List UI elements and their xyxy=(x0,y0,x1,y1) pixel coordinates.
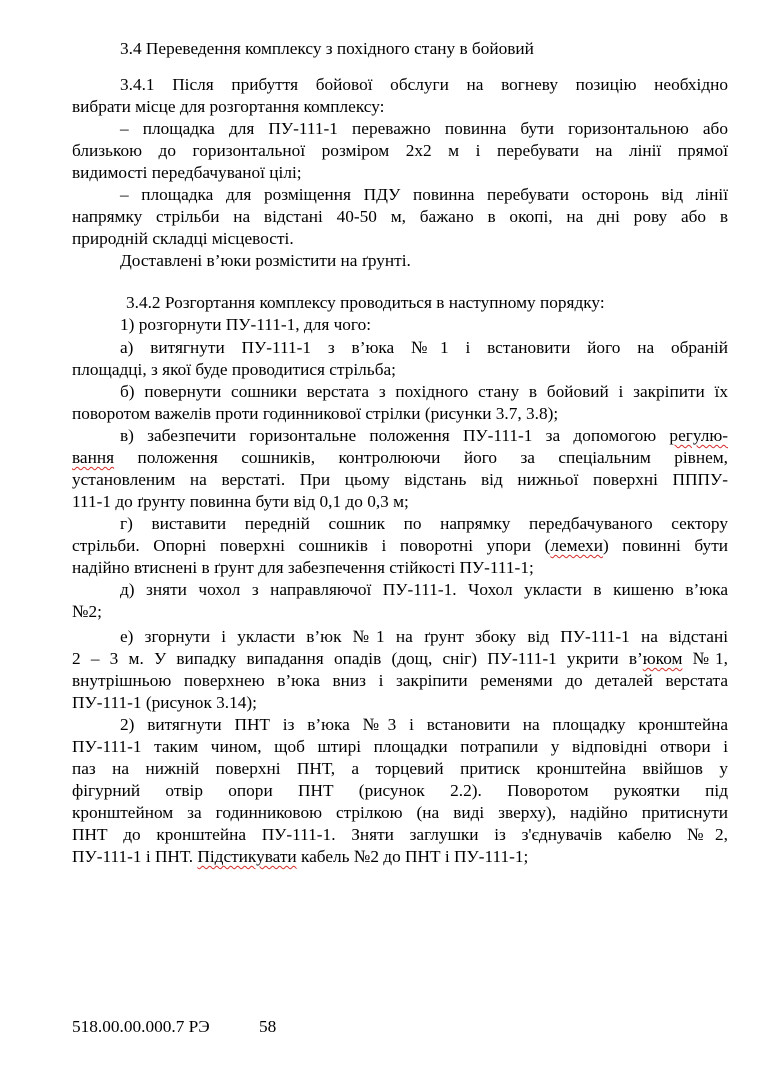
paragraph-line: поворотом важелів проти годинникової стрілки (рисунки 3.7, 3.8); xyxy=(72,404,559,423)
paragraph-line xyxy=(72,846,728,868)
paragraph-line: 2) витягнути ПНТ із в’юка №3 і встановити на площадку кронштейна xyxy=(120,715,728,734)
paragraph-line: 1) розгорнути ПУ-111-1, для чого: xyxy=(120,315,372,334)
paragraph-line: ПУ-111-1 (рисунок 3.14); xyxy=(72,693,257,712)
text-run: ПУ-111-1 і ПНТ. xyxy=(72,847,198,866)
text-run: стрільби. Опорні поверхні сошників і поворотні упори ( xyxy=(72,536,551,555)
paragraph-line: надійно втиснені в ґрунт для забезпечення стійкості ПУ-111-1; xyxy=(72,558,534,577)
paragraph-line xyxy=(72,648,728,670)
paragraph-line: видимості передбачуваної цілі; xyxy=(72,163,302,182)
spellcheck-flagged-word: юком xyxy=(642,649,683,668)
paragraph-line: г) виставити передній сошник по напрямку передбачуваного сектору xyxy=(120,514,728,533)
paragraph-line: паз на нижній поверхні ПНТ, а торцевий притиск кронштейна ввійшов у xyxy=(72,759,728,778)
paragraph-line: внутрішньою поверхнею в’юка вниз і закріпити ременями до деталей верстата xyxy=(72,671,728,690)
paragraph-line: – площадка для ПУ-111-1 переважно повинна бути горизонтальною або xyxy=(120,119,728,138)
paragraph-line: напрямку стрільби на відстані 40-50 м, бажано в окопі, на дні рову або в xyxy=(72,207,728,226)
paragraph-line: природній складці місцевості. xyxy=(72,229,294,248)
paragraph-line: установленим на верстаті. При цьому відстань від нижньої поверхні ПППУ- xyxy=(72,470,728,489)
spellcheck-flagged-word: вання xyxy=(72,448,115,467)
paragraph-line: е) згорнути і укласти в’юк №1 на ґрунт збоку від ПУ-111-1 на відстані xyxy=(120,627,728,646)
paragraph-line: фігурний отвір опори ПНТ (рисунок 2.2). Поворотом рукоятки під xyxy=(72,781,728,800)
paragraph-line: а) витягнути ПУ-111-1 з в’юка №1 і встановити його на обраній xyxy=(120,338,728,357)
footer-doc-code: 518.00.00.000.7 РЭ xyxy=(72,1017,210,1036)
paragraph-line xyxy=(72,535,728,557)
paragraph-line: №2; xyxy=(72,602,102,621)
paragraph-line: ПУ-111-1 таким чином, щоб штирі площадки потрапили у відповідні отвори і xyxy=(72,737,728,756)
paragraph-line: кронштейном за годинниковою стрілкою (на виді зверху), надійно притиснути xyxy=(72,803,728,822)
paragraph-line: ПНТ до кронштейна ПУ-111-1. Зняти заглушки із з'єднувачів кабелю №2, xyxy=(72,825,728,844)
paragraph-line xyxy=(120,425,728,447)
paragraph-line: – площадка для розміщення ПДУ повинна перебувати осторонь від лінії xyxy=(120,185,728,204)
spellcheck-flagged-word: регулю- xyxy=(669,426,728,445)
paragraph-line: д) зняти чохол з направляючої ПУ-111-1. Чохол укласти в кишеню в’юка xyxy=(120,580,728,599)
text-run: 2 – 3 м. У випадку випадання опадів (дощ, сніг) ПУ-111-1 укрити в’ xyxy=(72,649,643,668)
paragraph-line: Доставлені в’юки розмістити на ґрунті. xyxy=(120,251,411,270)
paragraph-line: б) повернути сошники верстата з похідного стану в бойовий і закріпити їх xyxy=(120,382,728,401)
paragraph-line: 3.4.2 Розгортання комплексу проводиться в наступному порядку: xyxy=(126,293,605,312)
paragraph-line: 3.4.1 Після прибуття бойової обслуги на вогневу позицію необхідно xyxy=(120,75,728,94)
text-run: в) забезпечити горизонтальне положення ПУ-111-1 за допомогою xyxy=(120,426,670,445)
paragraph-line: близькою до горизонтальної розміром 2х2 м і перебувати на лінії прямої xyxy=(72,141,728,160)
paragraph-line xyxy=(72,447,728,469)
text-run: кабель №2 до ПНТ і ПУ-111-1; xyxy=(296,847,529,866)
text-run: ) повинні бути xyxy=(602,536,728,555)
paragraph-line: 111-1 до ґрунту повинна бути від 0,1 до 0,3 м; xyxy=(72,492,409,511)
spellcheck-flagged-word: лемехи xyxy=(550,536,603,555)
spellcheck-flagged-word: Підстикувати xyxy=(197,847,297,866)
paragraph-line: площадці, з якої буде проводитися стрільба; xyxy=(72,360,396,379)
section-heading: 3.4 Переведення комплексу з похідного стану в бойовий xyxy=(120,39,534,58)
footer-page-number: 58 xyxy=(259,1017,277,1036)
text-run: положення сошників, контролюючи його за спеціальним рівнем, xyxy=(114,448,728,467)
text-run: №1, xyxy=(682,649,728,668)
paragraph-line: вибрати місце для розгортання комплексу: xyxy=(72,97,385,116)
